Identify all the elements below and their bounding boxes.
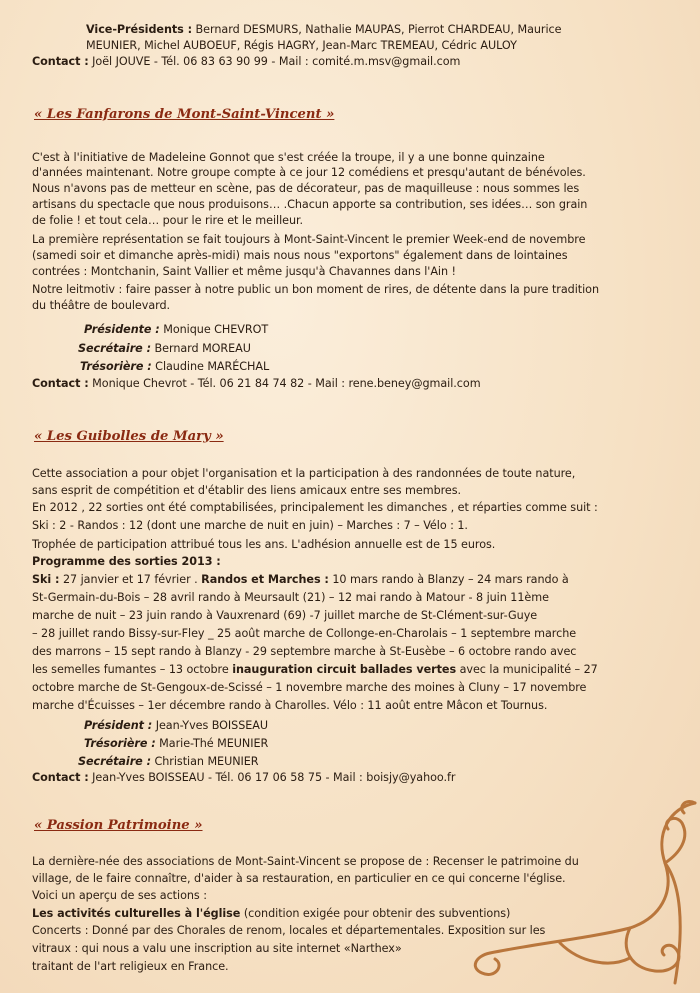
paragraph-line: artisans du spectacle que nous produisons… .Chacun apporte sa contribution, ses idées… son grain: [32, 198, 588, 211]
vice-presidents-line-2: MEUNIER, Michel AUBOEUF, Régis HAGRY, Jean-Marc TREMEAU, Cédric AULOY: [86, 39, 517, 52]
paragraph-line: Notre leitmotiv : faire passer à notre public un bon moment de rires, de détente dans la pure tradition: [32, 283, 600, 296]
programme-line: St-Germain-du-Bois – 28 avril rando à Meursault (21) – 12 mai rando à Matour - 8 juin 11ème: [32, 591, 549, 604]
paragraph-line: La dernière-née des associations de Mont-Saint-Vincent se propose de : Recenser le patrimoine du: [32, 855, 579, 868]
paragraph-line: Voici un aperçu de ses actions :: [32, 889, 207, 902]
programme-title: Programme des sorties 2013 :: [32, 555, 221, 568]
section-heading-fanfarons: « Les Fanfarons de Mont-Saint-Vincent »: [34, 107, 335, 122]
role-secretary: Secrétaire : Bernard MOREAU: [78, 342, 251, 355]
paragraph-line: La première représentation se fait toujours à Mont-Saint-Vincent le premier Week-end de novembre: [32, 233, 586, 246]
paragraph-line: sans esprit de compétition et d'établir des liens amicaux entre ses membres.: [32, 484, 462, 497]
paragraph-line: de folie ! et tout cela… pour le rire et le meilleur.: [32, 214, 304, 227]
contact-line: Contact : Jean-Yves BOISSEAU - Tél. 06 17 06 58 75 - Mail : boisjy@yahoo.fr: [32, 771, 456, 784]
role-president: Présidente : Monique CHEVROT: [84, 323, 269, 336]
paragraph-line: Cette association a pour objet l'organisation et la participation à des randonnées de toute nature,: [32, 467, 576, 480]
paragraph-line: (samedi soir et dimanche après-midi) mais nous nous "exportons" également dans de lointaines: [32, 249, 568, 262]
paragraph-line: village, de le faire connaître, d'aider à sa restauration, en particulier en ce qui concerne l'église.: [32, 872, 566, 885]
programme-line: – 28 juillet rando Bissy-sur-Fley _ 25 août marche de Collonge-en-Charolais – 1 septembre marche: [32, 627, 577, 640]
role-treasurer: Trésorière : Marie-Thé MEUNIER: [84, 737, 269, 750]
paragraph-line: d'années maintenant. Notre groupe compte à ce jour 12 comédiens et presqu'autant de bénévoles.: [32, 166, 586, 179]
programme-line: Ski : 27 janvier et 17 février . Randos et Marches : 10 mars rando à Blanzy – 24 mars rando à: [32, 573, 569, 586]
activities-line: Les activités culturelles à l'église (condition exigée pour obtenir des subventions): [32, 907, 511, 920]
paragraph-line: C'est à l'initiative de Madeleine Gonnot que s'est créée la troupe, il y a une bonne quinzaine: [32, 151, 545, 164]
role-secretary: Secrétaire : Christian MEUNIER: [78, 755, 259, 768]
programme-line: marche de nuit – 23 juin rando à Vauxrenard (69) -7 juillet marche de St-Clément-sur-Guye: [32, 609, 538, 622]
programme-line: les semelles fumantes – 13 octobre inauguration circuit ballades vertes avec la municipalité – 27: [32, 663, 598, 676]
paragraph-line: En 2012 , 22 sorties ont été comptabilisées, principalement les dimanches , et réparties comme suit :: [32, 501, 598, 514]
paragraph-line: du théâtre de boulevard.: [32, 299, 171, 312]
decorative-flourish-icon: [470, 793, 700, 993]
contact-line: Contact : Monique Chevrot - Tél. 06 21 84 74 82 - Mail : rene.beney@gmail.com: [32, 377, 481, 390]
paragraph-line: Concerts : Donné par des Chorales de renom, locales et départementales. Exposition sur les: [32, 924, 546, 937]
section-heading-guibolles: « Les Guibolles de Mary »: [34, 429, 224, 444]
role-treasurer: Trésorière : Claudine MARÉCHAL: [80, 360, 270, 373]
paragraph-line: Ski : 2 - Randos : 12 (dont une marche de nuit en juin) – Marches : 7 – Vélo : 1.: [32, 519, 468, 532]
section-heading-patrimoine: « Passion Patrimoine »: [34, 818, 203, 833]
vice-presidents-line: Vice-Présidents : Bernard DESMURS, Nathalie MAUPAS, Pierrot CHARDEAU, Maurice: [86, 23, 562, 36]
paragraph-line: Trophée de participation attribué tous les ans. L'adhésion annuelle est de 15 euros.: [32, 538, 496, 551]
paragraph-line: vitraux : qui nous a valu une inscription au site internet «Narthex»: [32, 942, 402, 955]
programme-line: des marrons – 15 sept rando à Blanzy - 29 septembre marche à St-Eusèbe – 6 octobre rando avec: [32, 645, 577, 658]
programme-line: marche d'Écuisses – 1er décembre rando à Charolles. Vélo : 11 août entre Mâcon et Tournus.: [32, 699, 548, 712]
paragraph-line: Nous n'avons pas de metteur en scène, pas de décorateur, pas de maquilleuse : nous sommes les: [32, 182, 580, 195]
contact-line: Contact : Joël JOUVE - Tél. 06 83 63 90 99 - Mail : comité.m.msv@gmail.com: [32, 55, 461, 68]
paragraph-line: contrées : Montchanin, Saint Vallier et même jusqu'à Chavannes dans l'Ain !: [32, 265, 456, 278]
programme-line: octobre marche de St-Gengoux-de-Scissé – 1 novembre marche des moines à Cluny – 17 novembre: [32, 681, 587, 694]
role-president: Président : Jean-Yves BOISSEAU: [84, 719, 269, 732]
paragraph-line: traitant de l'art religieux en France.: [32, 960, 229, 973]
